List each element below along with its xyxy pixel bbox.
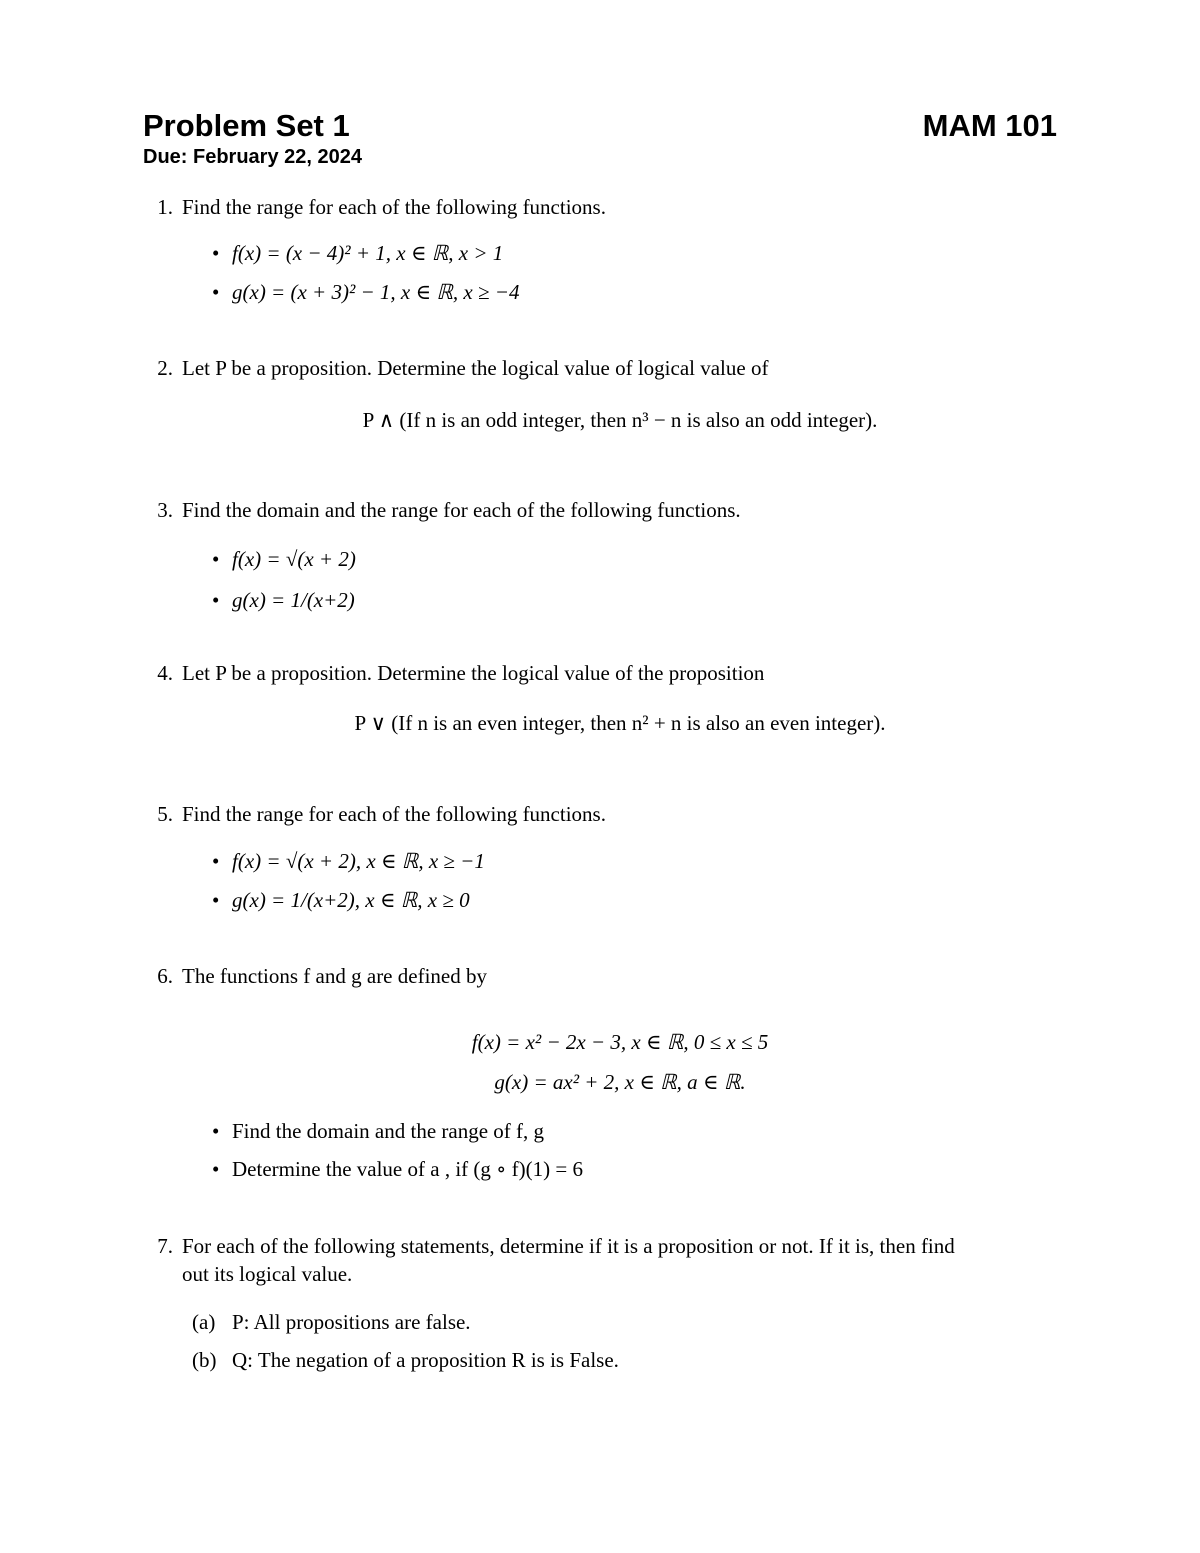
problem-2-text: Let P be a proposition. Determine the logical value of logical value of [182, 356, 769, 380]
bullet: • [212, 280, 220, 304]
problem-3-text: Find the domain and the range for each of the following functions. [182, 498, 741, 522]
problem-5-item-2: g(x) = 1/(x+2), x ∈ ℝ, x ≥ 0 [232, 888, 470, 912]
problem-4-text: Let P be a proposition. Determine the logical value of the proposition [182, 661, 765, 685]
problem-7-number: 7. [157, 1234, 173, 1258]
problem-7-subitem-a-text: P: All propositions are false. [232, 1310, 471, 1334]
problem-2-display-formula: P ∧ (If n is an odd integer, then n³ − n is also an odd integer). [362, 408, 878, 432]
problem-7-subitem-b-text: Q: The negation of a proposition R is is False. [232, 1348, 619, 1372]
problem-7-text-line-1: For each of the following statements, determine if it is a proposition or not. If it is, then find [182, 1234, 955, 1258]
problem-6-display-g: g(x) = ax² + 2, x ∈ ℝ, a ∈ ℝ. [494, 1070, 746, 1094]
bullet: • [212, 588, 220, 612]
problem-1-item-1: f(x) = (x − 4)² + 1, x ∈ ℝ, x > 1 [232, 241, 504, 265]
problem-3-item-1: f(x) = √(x + 2) [232, 547, 356, 571]
course-code: MAM 101 [922, 108, 1057, 143]
problem-6-display-f: f(x) = x² − 2x − 3, x ∈ ℝ, 0 ≤ x ≤ 5 [471, 1030, 769, 1054]
bullet: • [212, 849, 220, 873]
problem-4-number: 4. [157, 661, 173, 685]
bullet: • [212, 888, 220, 912]
problem-6-text: The functions f and g are defined by [182, 964, 487, 988]
problem-set-title: Problem Set 1 [143, 108, 350, 143]
problem-6-item-1: Find the domain and the range of f, g [232, 1119, 545, 1143]
problem-5-text: Find the range for each of the following functions. [182, 802, 606, 826]
bullet: • [212, 1119, 220, 1143]
problem-1-item-2: g(x) = (x + 3)² − 1, x ∈ ℝ, x ≥ −4 [232, 280, 520, 304]
problem-1-number: 1. [157, 195, 173, 219]
problem-4-display-formula: P ∨ (If n is an even integer, then n² + n is also an even integer). [354, 711, 886, 735]
problem-7-text-line-2: out its logical value. [182, 1262, 353, 1286]
bullet: • [212, 547, 220, 571]
problem-3-number: 3. [157, 498, 173, 522]
problem-7-subitem-a-label: (a) [192, 1310, 216, 1334]
due-date: Due: February 22, 2024 [143, 146, 362, 168]
problem-5-item-1: f(x) = √(x + 2), x ∈ ℝ, x ≥ −1 [232, 849, 485, 873]
bullet: • [212, 241, 220, 265]
problem-1-text: Find the range for each of the following functions. [182, 195, 606, 219]
problem-7-subitem-b-label: (b) [192, 1348, 217, 1372]
problem-6-number: 6. [157, 964, 173, 988]
problem-2-number: 2. [157, 356, 173, 380]
problem-3-item-2: g(x) = 1/(x+2) [232, 588, 355, 612]
bullet: • [212, 1157, 220, 1181]
problem-5-number: 5. [157, 802, 173, 826]
problem-6-item-2: Determine the value of a , if (g ∘ f)(1) = 6 [232, 1157, 584, 1181]
